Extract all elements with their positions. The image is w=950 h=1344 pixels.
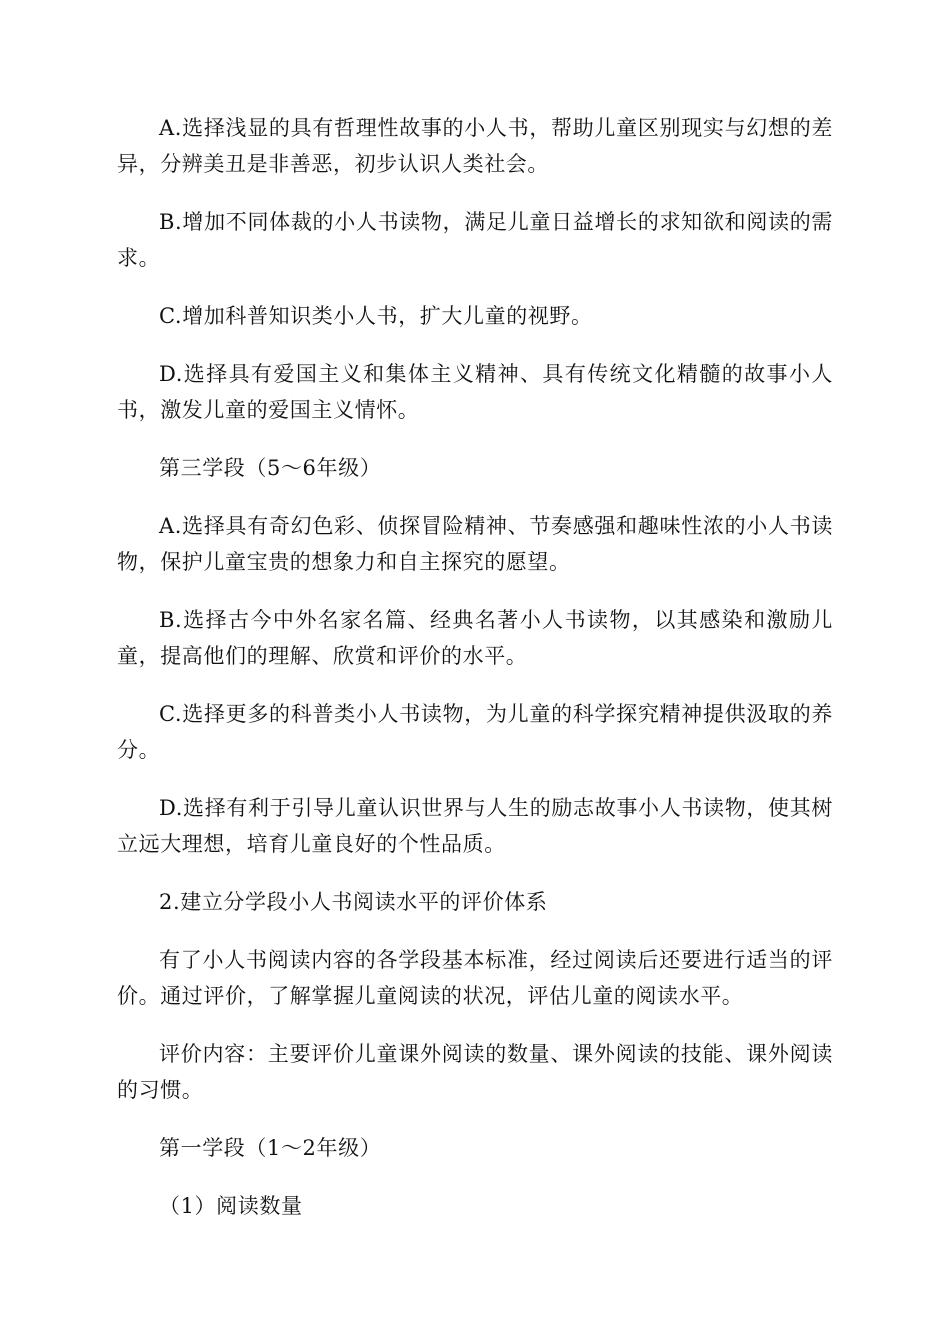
subheading-reading-quantity: （1）阅读数量 bbox=[159, 1194, 303, 1218]
paragraph-grade2-option-c: C.增加科普知识类小人书，扩大儿童的视野。 bbox=[159, 304, 593, 328]
paragraph-evaluation-intro: 有了小人书阅读内容的各学段基本标准，经过阅读后还要进行适当的评价。通过评价，了解掌握儿童阅读的状况，评估儿童的阅读水平。 bbox=[117, 948, 833, 1008]
paragraph-stage3-option-c: C.选择更多的科普类小人书读物，为儿童的科学探究精神提供汲取的养分。 bbox=[117, 702, 833, 762]
paragraph-stage3-option-a: A.选择具有奇幻色彩、侦探冒险精神、节奏感强和趣味性浓的小人书读物，保护儿童宝贵的想象力和自主探究的愿望。 bbox=[117, 514, 833, 574]
paragraph-grade2-option-a: A.选择浅显的具有哲理性故事的小人书，帮助儿童区别现实与幻想的差异，分辨美丑是非善恶，初步认识人类社会。 bbox=[117, 116, 833, 176]
section-heading-evaluation-system: 2.建立分学段小人书阅读水平的评价体系 bbox=[159, 890, 548, 914]
paragraph-grade2-option-d: D.选择具有爱国主义和集体主义精神、具有传统文化精髓的故事小人书，激发儿童的爱国主义情怀。 bbox=[117, 362, 833, 422]
paragraph-stage3-option-d: D.选择有利于引导儿童认识世界与人生的励志故事小人书读物，使其树立远大理想，培育儿童良好的个性品质。 bbox=[117, 796, 833, 856]
paragraph-grade2-option-b: B.增加不同体裁的小人书读物，满足儿童日益增长的求知欲和阅读的需求。 bbox=[117, 210, 833, 270]
section-heading-stage-one: 第一学段（1～2年级） bbox=[159, 1136, 382, 1160]
paragraph-evaluation-content: 评价内容：主要评价儿童课外阅读的数量、课外阅读的技能、课外阅读的习惯。 bbox=[117, 1042, 833, 1102]
section-heading-stage-three: 第三学段（5～6年级） bbox=[159, 456, 382, 480]
document-body bbox=[117, 110, 833, 1246]
paragraph-stage3-option-b: B.选择古今中外名家名篇、经典名著小人书读物，以其感染和激励儿童，提高他们的理解、欣赏和评价的水平。 bbox=[117, 608, 833, 668]
